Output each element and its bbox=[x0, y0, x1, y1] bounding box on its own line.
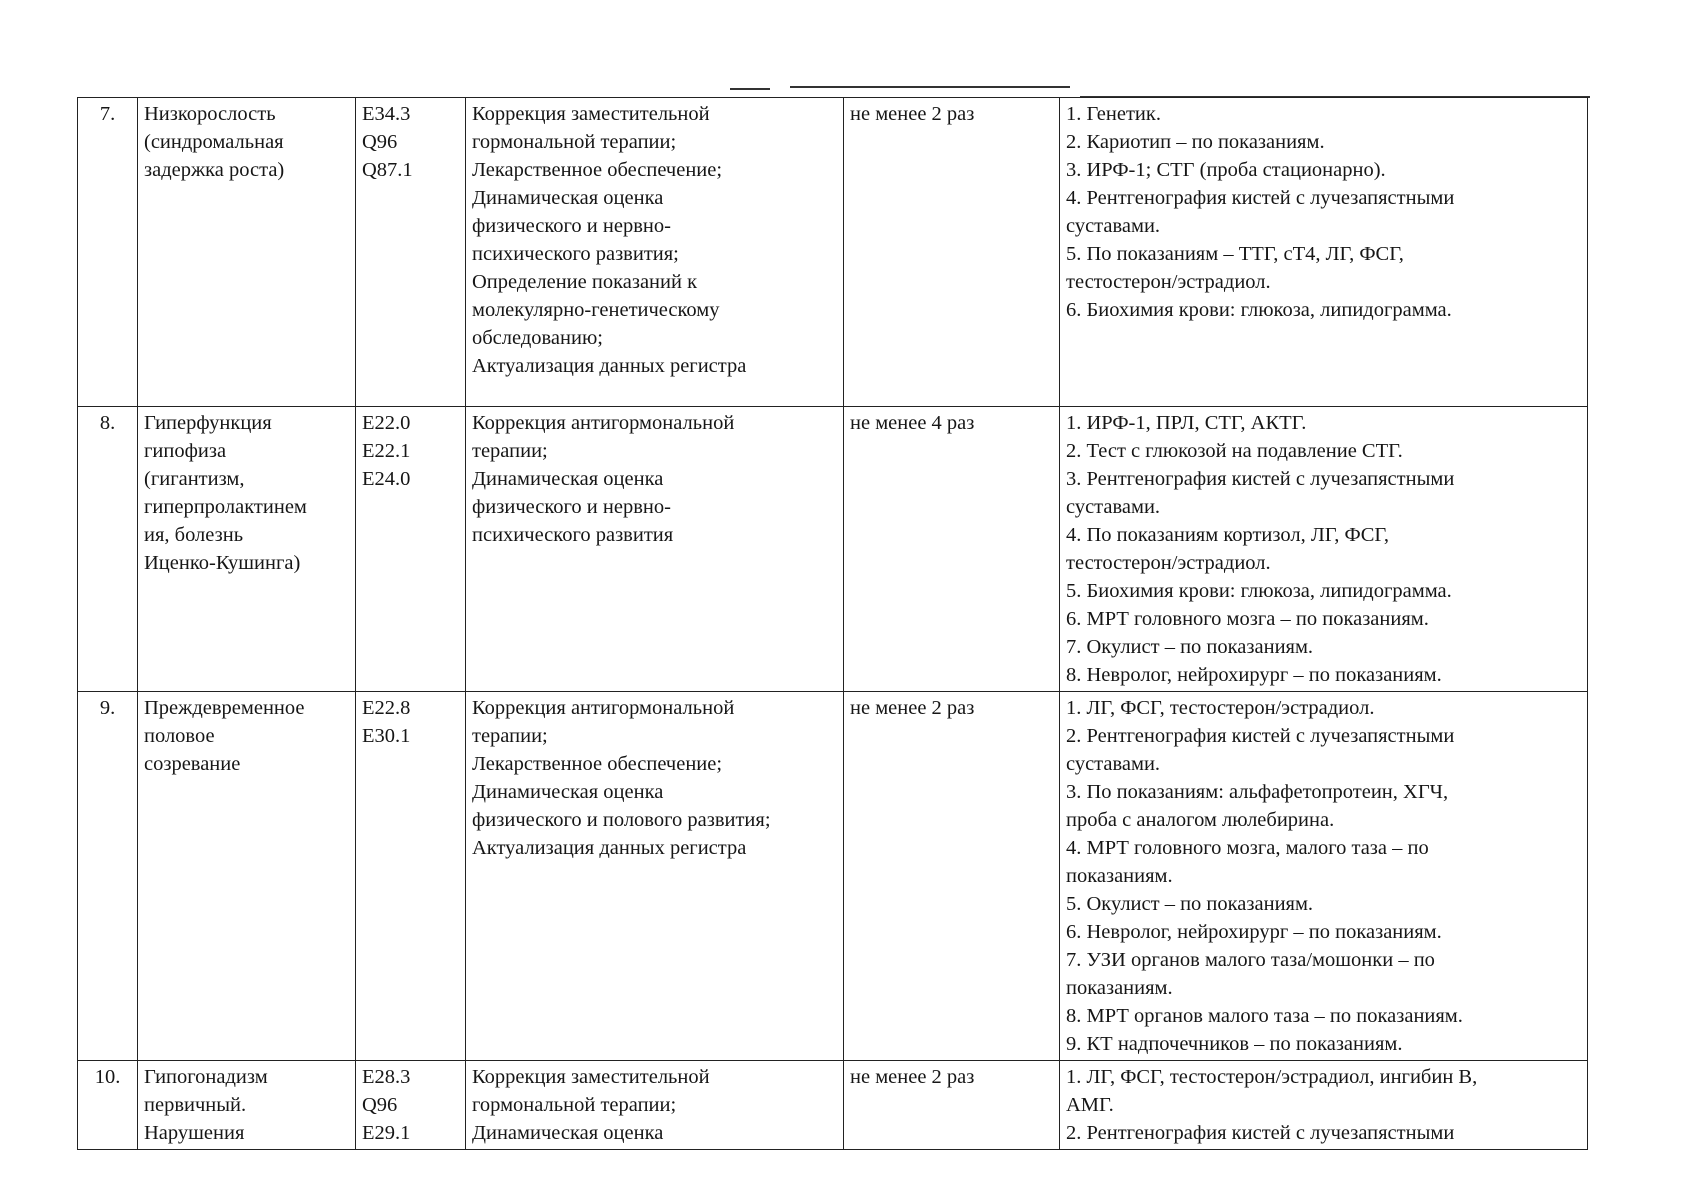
cell-text-line: задержка роста) bbox=[144, 159, 285, 181]
diagnosis-cell bbox=[138, 692, 356, 1061]
cell-text-line: психического развития; bbox=[472, 243, 679, 265]
cell-text-line: 6. Биохимия крови: глюкоза, липидограмма. bbox=[1066, 299, 1452, 321]
cell-text-line: Коррекция антигормональной bbox=[472, 697, 735, 719]
cell-text-line: обследованию; bbox=[472, 327, 603, 349]
cell-text-line: 2. Тест с глюкозой на подавление СТГ. bbox=[1066, 440, 1403, 462]
cell-text-line: Коррекция заместительной bbox=[472, 103, 710, 125]
table-body bbox=[78, 98, 1588, 1150]
examinations-cell bbox=[1060, 407, 1588, 692]
icd-codes-cell bbox=[356, 98, 466, 407]
cell-text-line: 7. УЗИ органов малого таза/мошонки – по bbox=[1066, 949, 1435, 971]
cell-text-line: 6. МРТ головного мозга – по показаниям. bbox=[1066, 608, 1429, 630]
cell-text-line: E30.1 bbox=[362, 725, 411, 747]
cell-text-line: E29.1 bbox=[362, 1122, 411, 1144]
row-number-cell bbox=[78, 692, 138, 1061]
cell-text-line: АМГ. bbox=[1066, 1094, 1114, 1116]
cell-text-line: 1. Генетик. bbox=[1066, 103, 1161, 125]
examinations-cell bbox=[1060, 1061, 1588, 1150]
frequency-text: не менее 2 раз bbox=[850, 697, 975, 719]
frequency-text: не менее 2 раз bbox=[850, 103, 975, 125]
examinations-cell bbox=[1060, 98, 1588, 407]
cell-text-line: первичный. bbox=[144, 1094, 247, 1116]
cell-text-line: половое bbox=[144, 725, 215, 747]
row-number-cell bbox=[78, 407, 138, 692]
cell-text-line: 2. Рентгенография кистей с лучезапястными bbox=[1066, 725, 1455, 747]
cell-text-line: (гигантизм, bbox=[144, 468, 245, 490]
cell-text-line: психического развития bbox=[472, 524, 674, 546]
cell-text-line: показаниям. bbox=[1066, 977, 1173, 999]
frequency-cell bbox=[844, 98, 1060, 407]
diagnosis-cell bbox=[138, 98, 356, 407]
cell-text-line: Нарушения bbox=[144, 1122, 245, 1144]
cell-text-line: физического и нервно- bbox=[472, 215, 671, 237]
table-row bbox=[78, 692, 1588, 1061]
row-number-cell bbox=[78, 98, 138, 407]
diagnosis-cell bbox=[138, 407, 356, 692]
cell-text-line: суставами. bbox=[1066, 753, 1161, 775]
frequency-cell bbox=[844, 407, 1060, 692]
frequency-cell bbox=[844, 1061, 1060, 1150]
cell-text-line: гиперпролактинем bbox=[144, 496, 307, 518]
cell-text-line: E28.3 bbox=[362, 1066, 411, 1088]
cell-text-line: Низкорослость bbox=[144, 103, 276, 125]
cell-text-line: Актуализация данных регистра bbox=[472, 837, 747, 859]
cell-text-line: Определение показаний к bbox=[472, 271, 698, 293]
cell-text-line: гипофиза bbox=[144, 440, 227, 462]
cell-text-line: Q96 bbox=[362, 1094, 398, 1116]
cell-text-line: Преждевременное bbox=[144, 697, 305, 719]
cell-text-line: E24.0 bbox=[362, 468, 411, 490]
cell-text-line: Лекарственное обеспечение; bbox=[472, 753, 723, 775]
diagnosis-cell bbox=[138, 1061, 356, 1150]
cell-text-line: 3. ИРФ-1; СТГ (проба стационарно). bbox=[1066, 159, 1386, 181]
examinations-cell bbox=[1060, 692, 1588, 1061]
cell-text-line: 4. По показаниям кортизол, ЛГ, ФСГ, bbox=[1066, 524, 1390, 546]
cell-text-line: Актуализация данных регистра bbox=[472, 355, 747, 377]
cell-text-line: суставами. bbox=[1066, 496, 1161, 518]
cell-text-line: 5. По показаниям – ТТГ, сТ4, ЛГ, ФСГ, bbox=[1066, 243, 1404, 265]
cell-text-line: 3. Рентгенография кистей с лучезапястными bbox=[1066, 468, 1455, 490]
measures-cell bbox=[466, 692, 844, 1061]
cell-text-line: E22.1 bbox=[362, 440, 411, 462]
cell-text-line: 4. Рентгенография кистей с лучезапястными bbox=[1066, 187, 1455, 209]
cell-text-line: 2. Кариотип – по показаниям. bbox=[1066, 131, 1325, 153]
medical-observation-table bbox=[77, 97, 1588, 1150]
cell-text-line: Динамическая оценка bbox=[472, 1122, 664, 1144]
cell-text-line: Иценко-Кушинга) bbox=[144, 552, 301, 574]
cell-text-line: созревание bbox=[144, 753, 241, 775]
cell-text-line: Q96 bbox=[362, 131, 398, 153]
cell-text-line: ия, болезнь bbox=[144, 524, 244, 546]
cell-text-line: 7. Окулист – по показаниям. bbox=[1066, 636, 1314, 658]
cell-text-line: 2. Рентгенография кистей с лучезапястными bbox=[1066, 1122, 1455, 1144]
table-row bbox=[78, 407, 1588, 692]
cell-text-line: 6. Невролог, нейрохирург – по показаниям. bbox=[1066, 921, 1442, 943]
frequency-text: не менее 2 раз bbox=[850, 1066, 975, 1088]
measures-cell bbox=[466, 98, 844, 407]
cell-text-line: терапии; bbox=[472, 440, 548, 462]
cell-text-line: (синдромальная bbox=[144, 131, 284, 153]
scan-artifact-line bbox=[730, 88, 770, 90]
cell-text-line: 9. КТ надпочечников – по показаниям. bbox=[1066, 1033, 1403, 1055]
cell-text-line: тестостерон/эстрадиол. bbox=[1066, 271, 1271, 293]
cell-text-line: терапии; bbox=[472, 725, 548, 747]
row-number-cell bbox=[78, 1061, 138, 1150]
cell-text-line: проба с аналогом люлебирина. bbox=[1066, 809, 1335, 831]
cell-text-line: показаниям. bbox=[1066, 865, 1173, 887]
cell-text-line: Коррекция антигормональной bbox=[472, 412, 735, 434]
frequency-text: не менее 4 раз bbox=[850, 412, 975, 434]
cell-text-line: 1. ИРФ-1, ПРЛ, СТГ, АКТГ. bbox=[1066, 412, 1307, 434]
cell-text-line: Динамическая оценка bbox=[472, 781, 664, 803]
row-number: 8. bbox=[99, 412, 116, 434]
cell-text-line: суставами. bbox=[1066, 215, 1161, 237]
icd-codes-cell bbox=[356, 1061, 466, 1150]
cell-text-line: Лекарственное обеспечение; bbox=[472, 159, 723, 181]
cell-text-line: 4. МРТ головного мозга, малого таза – по bbox=[1066, 837, 1429, 859]
table-row bbox=[78, 1061, 1588, 1150]
cell-text-line: Q87.1 bbox=[362, 159, 413, 181]
cell-text-line: молекулярно-генетическому bbox=[472, 299, 720, 321]
cell-text-line: Гипогонадизм bbox=[144, 1066, 268, 1088]
cell-text-line: E34.3 bbox=[362, 103, 411, 125]
cell-text-line: E22.0 bbox=[362, 412, 411, 434]
cell-text-line: 8. Невролог, нейрохирург – по показаниям. bbox=[1066, 664, 1442, 686]
cell-text-line: тестостерон/эстрадиол. bbox=[1066, 552, 1271, 574]
row-number: 9. bbox=[99, 697, 116, 719]
cell-text-line: 5. Окулист – по показаниям. bbox=[1066, 893, 1314, 915]
cell-text-line: гормональной терапии; bbox=[472, 1094, 677, 1116]
scan-artifact-line bbox=[790, 86, 1070, 88]
table-row bbox=[78, 98, 1588, 407]
cell-text-line: 5. Биохимия крови: глюкоза, липидограмма. bbox=[1066, 580, 1452, 602]
cell-text-line: E22.8 bbox=[362, 697, 411, 719]
cell-text-line: гормональной терапии; bbox=[472, 131, 677, 153]
row-number: 10. bbox=[94, 1066, 121, 1088]
cell-text-line: 8. МРТ органов малого таза – по показаниям. bbox=[1066, 1005, 1463, 1027]
cell-text-line: 1. ЛГ, ФСГ, тестостерон/эстрадиол. bbox=[1066, 697, 1375, 719]
icd-codes-cell bbox=[356, 692, 466, 1061]
cell-text-line: физического и полового развития; bbox=[472, 809, 771, 831]
row-number: 7. bbox=[99, 103, 116, 125]
cell-text-line: 1. ЛГ, ФСГ, тестостерон/эстрадиол, ингибин В, bbox=[1066, 1066, 1478, 1088]
measures-cell bbox=[466, 407, 844, 692]
measures-cell bbox=[466, 1061, 844, 1150]
cell-text-line: Динамическая оценка bbox=[472, 187, 664, 209]
cell-text-line: Динамическая оценка bbox=[472, 468, 664, 490]
cell-text-line: 3. По показаниям: альфафетопротеин, ХГЧ, bbox=[1066, 781, 1449, 803]
cell-text-line: физического и нервно- bbox=[472, 496, 671, 518]
cell-text-line: Гиперфункция bbox=[144, 412, 272, 434]
frequency-cell bbox=[844, 692, 1060, 1061]
icd-codes-cell bbox=[356, 407, 466, 692]
cell-text-line: Коррекция заместительной bbox=[472, 1066, 710, 1088]
